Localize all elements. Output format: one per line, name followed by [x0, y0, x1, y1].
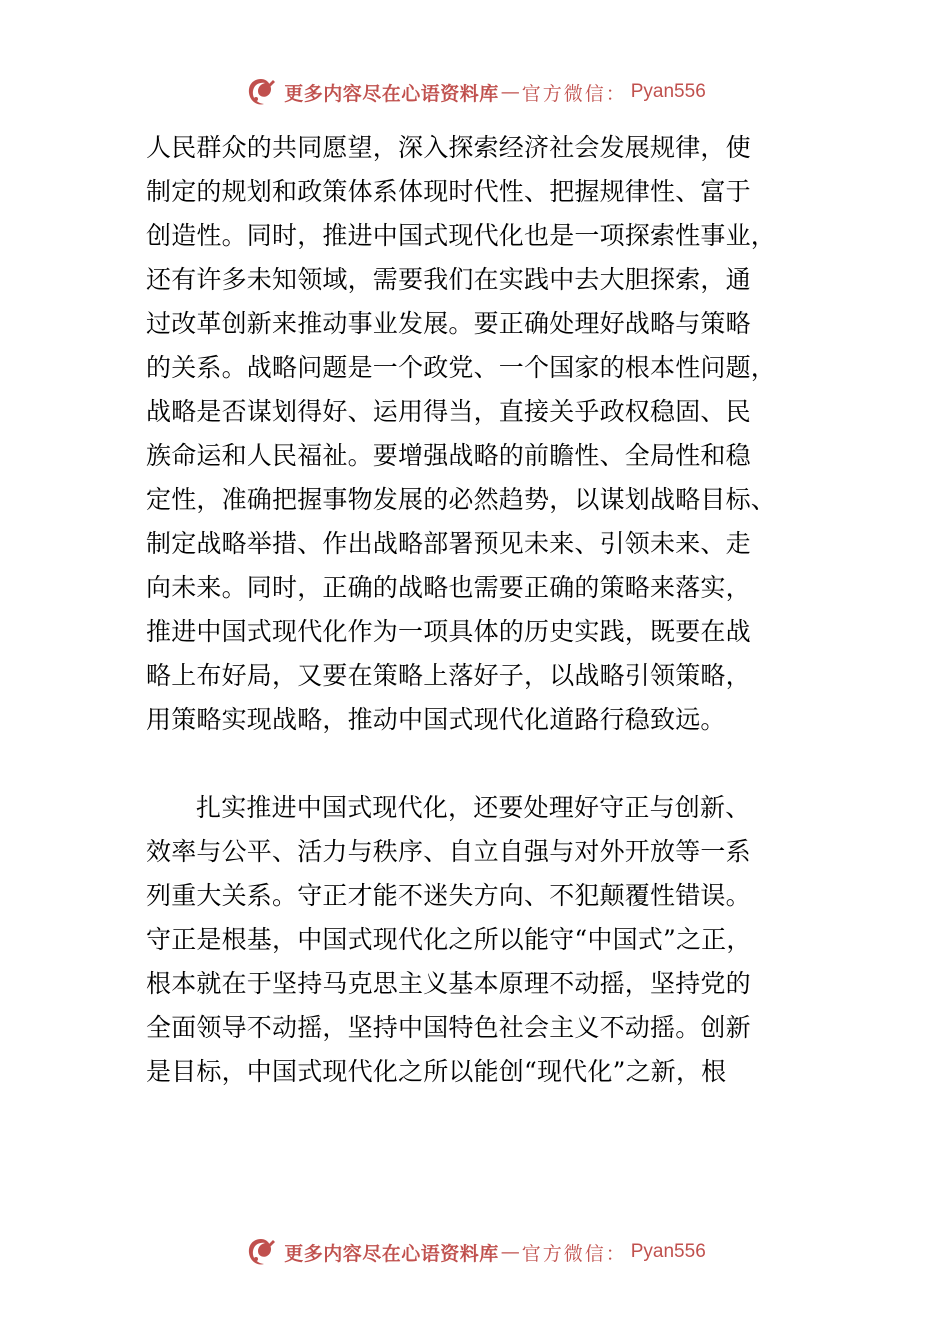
text-line: 根本就在于坚持马克思主义基本原理不动摇，坚持党的 [146, 969, 751, 998]
paragraph-gap [146, 742, 812, 786]
text-line: 创造性。同时，推进中国式现代化也是一项探索性事业， [146, 221, 777, 250]
header-wechat-label: 官方微信： [521, 82, 627, 105]
header-dash: — [500, 81, 520, 103]
text-line: 定性，准确把握事物发展的必然趋势，以谋划战略目标、 [146, 485, 777, 514]
text-line: 是目标，中国式现代化之所以能创“现代化”之新，根 [146, 1057, 727, 1086]
text-line: 略上布好局，又要在策略上落好子，以战略引领策略， [146, 661, 751, 690]
header-watermark [0, 72, 950, 112]
text-line: 人民群众的共同愿望，深入探索经济社会发展规律，使 [146, 133, 751, 162]
paragraph-2 [146, 786, 812, 1094]
document-body [146, 126, 812, 1094]
text-line: 列重大关系。守正才能不迷失方向、不犯颠覆性错误。 [146, 881, 751, 910]
text-line: 制定战略举措、作出战略部署预见未来、引领未来、走 [146, 529, 751, 558]
footer-wechat-label: 官方微信： [521, 1242, 627, 1265]
text-line: 制定的规划和政策体系体现时代性、把握规律性、富于 [146, 177, 751, 206]
text-line: 战略是否谋划得好、运用得当，直接关乎政权稳固、民 [146, 397, 751, 426]
paragraph-1 [146, 126, 812, 742]
text-line: 扎实推进中国式现代化，还要处理好守正与创新、 [196, 793, 751, 822]
footer-wechat-id: Pyan556 [630, 1241, 706, 1262]
text-line: 用策略实现战略，推动中国式现代化道路行稳致远。 [146, 705, 726, 734]
text-line: 的关系。战略问题是一个政党、一个国家的根本性问题， [146, 353, 777, 382]
text-line: 效率与公平、活力与秩序、自立自强与对外开放等一系 [146, 837, 751, 866]
header-wechat-id: Pyan556 [630, 81, 706, 102]
logo-icon [244, 75, 278, 109]
text-line: 守正是根基，中国式现代化之所以能守“中国式”之正， [146, 925, 752, 954]
footer-brand-text: 更多内容尽在心语资料库 [284, 1242, 499, 1265]
header-brand-text: 更多内容尽在心语资料库 [284, 82, 499, 105]
text-line: 过改革创新来推动事业发展。要正确处理好战略与策略 [146, 309, 751, 338]
text-line: 族命运和人民福祉。要增强战略的前瞻性、全局性和稳 [146, 441, 751, 470]
text-line: 全面领导不动摇，坚持中国特色社会主义不动摇。创新 [146, 1013, 751, 1042]
logo-icon [244, 1235, 278, 1269]
text-line: 推进中国式现代化作为一项具体的历史实践，既要在战 [146, 617, 751, 646]
text-line: 向未来。同时，正确的战略也需要正确的策略来落实， [146, 573, 751, 602]
footer-dash: — [500, 1241, 520, 1263]
footer-watermark [0, 1232, 950, 1272]
text-line: 还有许多未知领域，需要我们在实践中去大胆探索，通 [146, 265, 751, 294]
